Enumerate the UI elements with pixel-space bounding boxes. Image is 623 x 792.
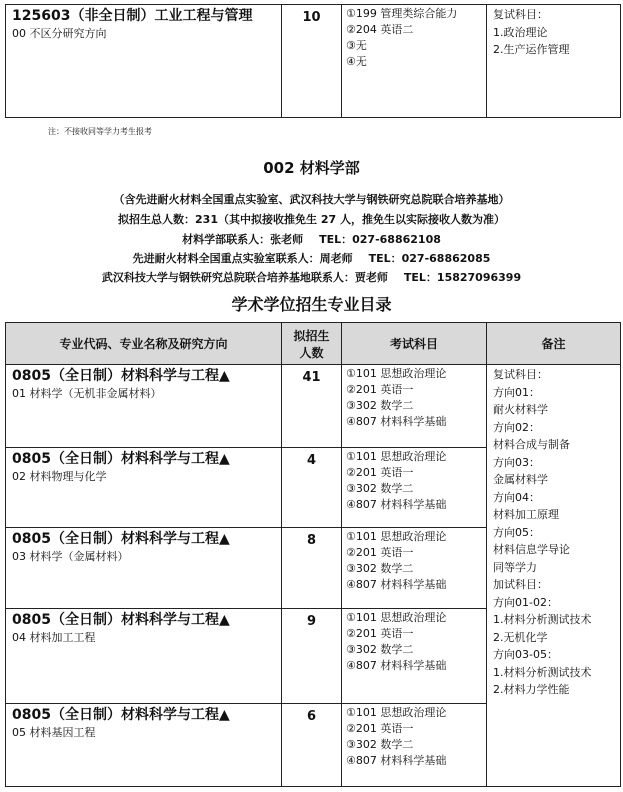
program-title: 125603（非全日制）工业工程与管理: [12, 8, 253, 24]
subject-1: ①199 管理类综合能力: [346, 7, 458, 20]
note-line: 方向02：: [493, 420, 540, 434]
program-cell: [6, 528, 282, 609]
header-count-line1: 拟招生: [293, 328, 330, 343]
note-line: 金属材料学: [493, 473, 548, 486]
contact-2-name: 先进耐火材料全国重点实验室联系人：周老师: [132, 252, 353, 265]
subject-4: ④807 材料科学基础: [346, 415, 447, 428]
enrollment-count: 41: [302, 370, 321, 385]
notes-cell: [487, 5, 621, 118]
note-line: 2.材料力学性能: [493, 683, 570, 696]
department-title: 002 材料学部: [263, 159, 360, 177]
enrollment-total: 拟招生总人数：231（其中拟接收推免生 27 人，推免生以实际接收人数为准）: [118, 213, 505, 226]
subjects-cell: [342, 5, 487, 118]
subjects-cell: [342, 365, 487, 448]
note-line: 2.无机化学: [493, 630, 548, 644]
program-direction: 00 不区分研究方向: [12, 27, 107, 40]
contact-1-tel: TEL：027-68862108: [319, 233, 441, 246]
subject-4: ④807 材料科学基础: [346, 498, 447, 511]
note-line: 方向05：: [493, 525, 540, 539]
note-line: 方向01：: [493, 385, 540, 399]
program-direction: 03 材料学（金属材料）: [12, 550, 129, 563]
header-notes: 备注: [487, 323, 621, 365]
header-program: 专业代码、专业名称及研究方向: [6, 323, 282, 365]
contact-1-name: 材料学部联系人：张老师: [182, 233, 304, 246]
note-line: 1.政治理论: [493, 25, 548, 39]
note-line: 1.材料分析测试技术: [493, 613, 592, 626]
subject-2: ②201 英语一: [346, 722, 414, 735]
enrollment-count: 4: [306, 453, 317, 468]
subject-2: ②201 英语一: [346, 627, 414, 640]
subject-2: ②201 英语一: [346, 466, 414, 479]
header-subjects: 考试科目: [342, 323, 487, 365]
note-line: 复试科目：: [493, 8, 548, 21]
subject-4: ④无: [346, 55, 367, 68]
program-cell: [6, 704, 282, 787]
note-line: 方向03：: [493, 455, 540, 469]
enrollment-count: 8: [306, 533, 317, 548]
header-count-line2: 人数: [299, 345, 324, 360]
note-line: 同等学力: [493, 560, 537, 574]
enrollment-count: 9: [306, 614, 317, 629]
subject-3: ③302 数学二: [346, 643, 414, 656]
note-line: 方向03-05：: [493, 648, 558, 661]
contact-line-2: [0, 250, 623, 266]
contact-3-tel: TEL：15827096399: [403, 271, 522, 284]
department-scope: （含先进耐火材料全国重点实验室、武汉科技大学与钢铁研究总院联合培养基地）: [113, 193, 510, 206]
subject-1: ①101 思想政治理论: [346, 706, 447, 719]
count-cell: [282, 609, 342, 704]
note-line: 材料加工原理: [493, 508, 559, 521]
program-direction: 04 材料加工工程: [12, 631, 96, 644]
contact-line-1: [0, 231, 623, 247]
contact-line-3: [0, 269, 623, 285]
subject-1: ①101 思想政治理论: [346, 450, 447, 463]
contact-3-name: 武汉科技大学与钢铁研究总院联合培养基地联系人：贾老师: [101, 271, 388, 284]
subject-4: ④807 材料科学基础: [346, 754, 447, 767]
note-line: 耐火材料学: [493, 403, 548, 416]
subject-2: ②201 英语一: [346, 546, 414, 559]
top-program-row: [6, 5, 621, 118]
subject-3: ③302 数学二: [346, 562, 414, 575]
note-line: 材料信息学导论: [493, 543, 570, 556]
subjects-cell: [342, 704, 487, 787]
program-direction: 02 材料物理与化学: [12, 470, 107, 483]
note-line: 材料合成与制备: [493, 438, 570, 451]
subject-1: ①101 思想政治理论: [346, 611, 447, 624]
count-cell: [282, 528, 342, 609]
program-cell: [6, 5, 282, 118]
subject-2: ②204 英语二: [346, 23, 414, 36]
note-line: 复试科目：: [493, 368, 548, 381]
subject-3: ③无: [346, 39, 367, 52]
subject-4: ④807 材料科学基础: [346, 578, 447, 591]
subject-4: ④807 材料科学基础: [346, 659, 447, 672]
subject-3: ③302 数学二: [346, 738, 414, 751]
subject-1: ①101 思想政治理论: [346, 367, 447, 380]
program-title: 0805（全日制）材料科学与工程▲: [12, 451, 230, 467]
subject-3: ③302 数学二: [346, 482, 414, 495]
top-program-table: [5, 4, 621, 118]
header-count: [282, 323, 342, 365]
footnote: 注：不接收同等学力考生报考: [48, 127, 152, 136]
subject-1: ①101 思想政治理论: [346, 530, 447, 543]
program-cell: [6, 448, 282, 528]
table-row: [6, 365, 621, 448]
contact-2-tel: TEL：027-68862085: [368, 252, 491, 265]
note-line: 方向04：: [493, 490, 540, 504]
notes-cell: [487, 365, 621, 787]
program-title: 0805（全日制）材料科学与工程▲: [12, 707, 230, 723]
enrollment-count: 6: [306, 709, 317, 724]
subjects-cell: [342, 528, 487, 609]
note-line: 方向01-02：: [493, 595, 558, 609]
count-cell: [282, 365, 342, 448]
program-direction: 05 材料基因工程: [12, 726, 96, 739]
program-catalog-table: [5, 322, 621, 787]
program-title: 0805（全日制）材料科学与工程▲: [12, 368, 230, 384]
enrollment-count: 10: [302, 10, 321, 25]
count-cell: [282, 704, 342, 787]
subject-2: ②201 英语一: [346, 383, 414, 396]
program-title: 0805（全日制）材料科学与工程▲: [12, 531, 230, 547]
note-line: 加试科目：: [493, 578, 548, 591]
program-title: 0805（全日制）材料科学与工程▲: [12, 612, 230, 628]
program-cell: [6, 365, 282, 448]
subjects-cell: [342, 448, 487, 528]
table-header-row: [6, 323, 621, 365]
subject-3: ③302 数学二: [346, 399, 414, 412]
count-cell: [282, 5, 342, 118]
count-cell: [282, 448, 342, 528]
program-direction: 01 材料学（无机非金属材料）: [12, 387, 162, 400]
note-line: 1.材料分析测试技术: [493, 665, 592, 679]
catalog-title: 学术学位招生专业目录: [231, 295, 392, 314]
note-line: 2.生产运作管理: [493, 43, 570, 56]
program-cell: [6, 609, 282, 704]
subjects-cell: [342, 609, 487, 704]
